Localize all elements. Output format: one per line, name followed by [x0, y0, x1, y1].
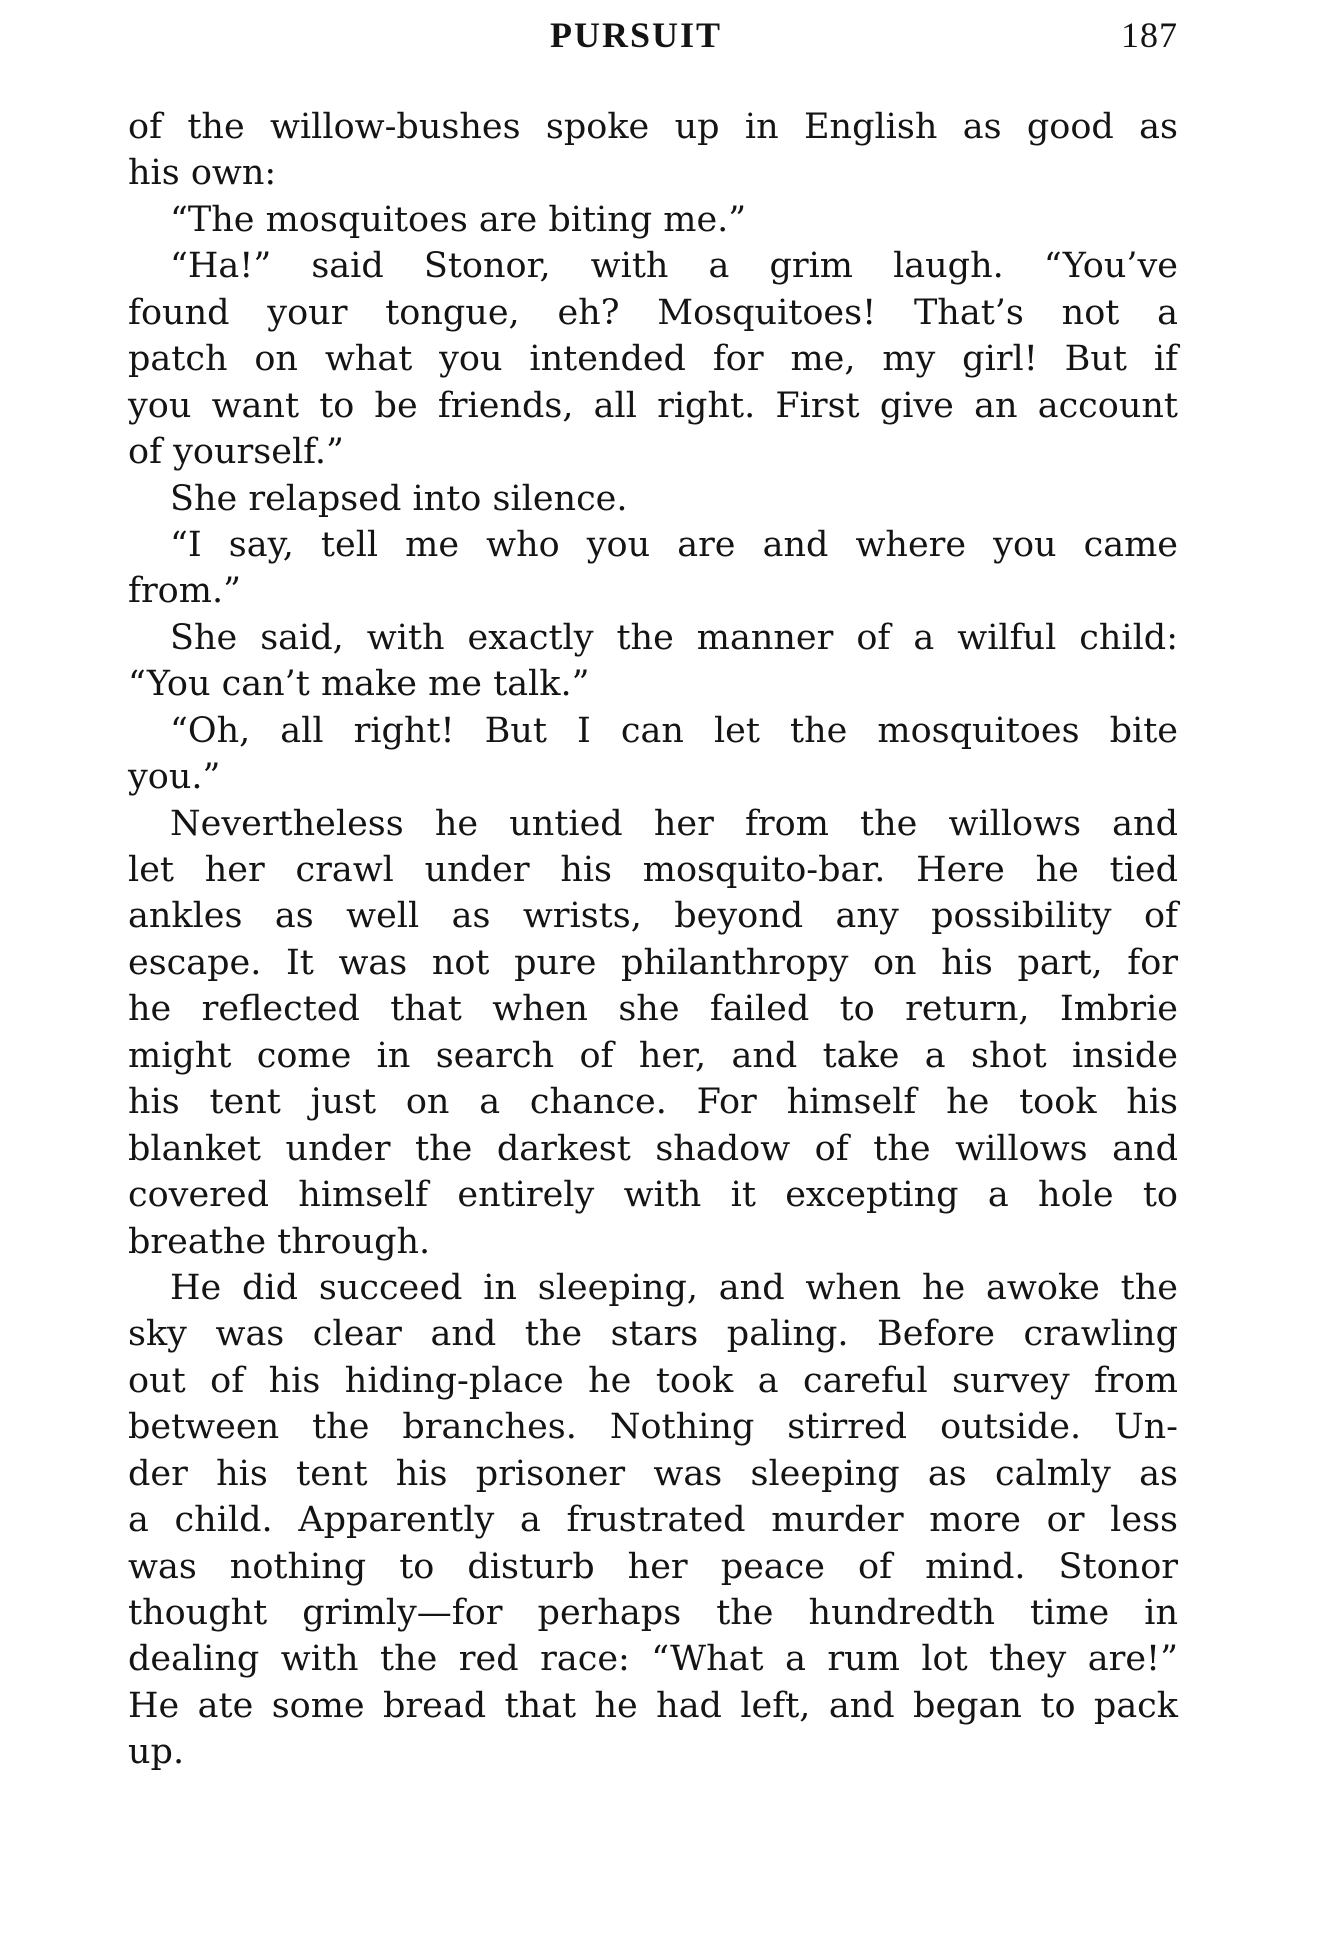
text-line: you.”	[128, 757, 221, 798]
text-line: out of his hiding-place he took a careful survey from	[128, 1360, 1178, 1401]
text-line: up.	[128, 1732, 185, 1773]
text-line: his own:	[128, 153, 277, 194]
text-line: of yourself.”	[128, 432, 344, 473]
text-line: “Ha!” said Stonor, with a grim laugh. “You’ve	[170, 246, 1178, 287]
chapter-title: PURSUIT	[550, 15, 723, 55]
text-line: let her crawl under his mosquito-bar. Here he tied	[128, 850, 1178, 890]
body-text	[128, 104, 1178, 1776]
text-line: “You can’t make me talk.”	[128, 664, 590, 705]
text-line: between the branches. Nothing stirred outside. Un-	[128, 1407, 1178, 1448]
text-line: She relapsed into silence.	[170, 478, 628, 519]
text-line: der his tent his prisoner was sleeping as calmly as	[128, 1453, 1178, 1494]
text-line: “I say, tell me who you are and where you came	[170, 524, 1178, 565]
text-line: he reflected that when she failed to return, Imbrie	[128, 989, 1178, 1030]
text-line: He ate some bread that he had left, and began to pack	[128, 1685, 1178, 1726]
text-line: He did succeed in sleeping, and when he awoke the	[170, 1267, 1178, 1308]
text-line: She said, with exactly the manner of a wilful child:	[170, 617, 1178, 658]
text-line: might come in search of her, and take a shot inside	[128, 1035, 1178, 1076]
text-line: dealing with the red race: “What a rum lot they are!”	[128, 1639, 1178, 1680]
text-line: breathe through.	[128, 1221, 431, 1262]
page-number: 187	[1121, 15, 1178, 55]
text-line: blanket under the darkest shadow of the willows and	[128, 1128, 1178, 1169]
text-line: ankles as well as wrists, beyond any possibility of	[128, 896, 1178, 937]
text-line: you want to be friends, all right. First give an account	[128, 385, 1178, 426]
text-line: found your tongue, eh? Mosquitoes! That’s not a	[128, 292, 1178, 333]
text-line: from.”	[128, 571, 241, 612]
text-line: was nothing to disturb her peace of mind. Stonor	[128, 1546, 1178, 1587]
text-line: sky was clear and the stars paling. Before crawling	[128, 1314, 1178, 1355]
text-line: his tent just on a chance. For himself he took his	[128, 1082, 1178, 1123]
text-line: “The mosquitoes are biting me.”	[170, 199, 747, 240]
text-line: a child. Apparently a frustrated murder more or less	[128, 1500, 1178, 1541]
text-line: patch on what you intended for me, my girl! But if	[128, 339, 1178, 380]
text-line: Nevertheless he untied her from the willows and	[170, 803, 1178, 844]
text-line: thought grimly—for perhaps the hundredth time in	[128, 1593, 1178, 1633]
text-line: of the willow-bushes spoke up in English as good as	[128, 107, 1178, 147]
running-head	[128, 10, 1178, 60]
text-line: escape. It was not pure philanthropy on his part, for	[128, 942, 1178, 983]
text-line: “Oh, all right! But I can let the mosquitoes bite	[170, 710, 1178, 751]
text-line: covered himself entirely with it excepting a hole to	[128, 1175, 1178, 1216]
